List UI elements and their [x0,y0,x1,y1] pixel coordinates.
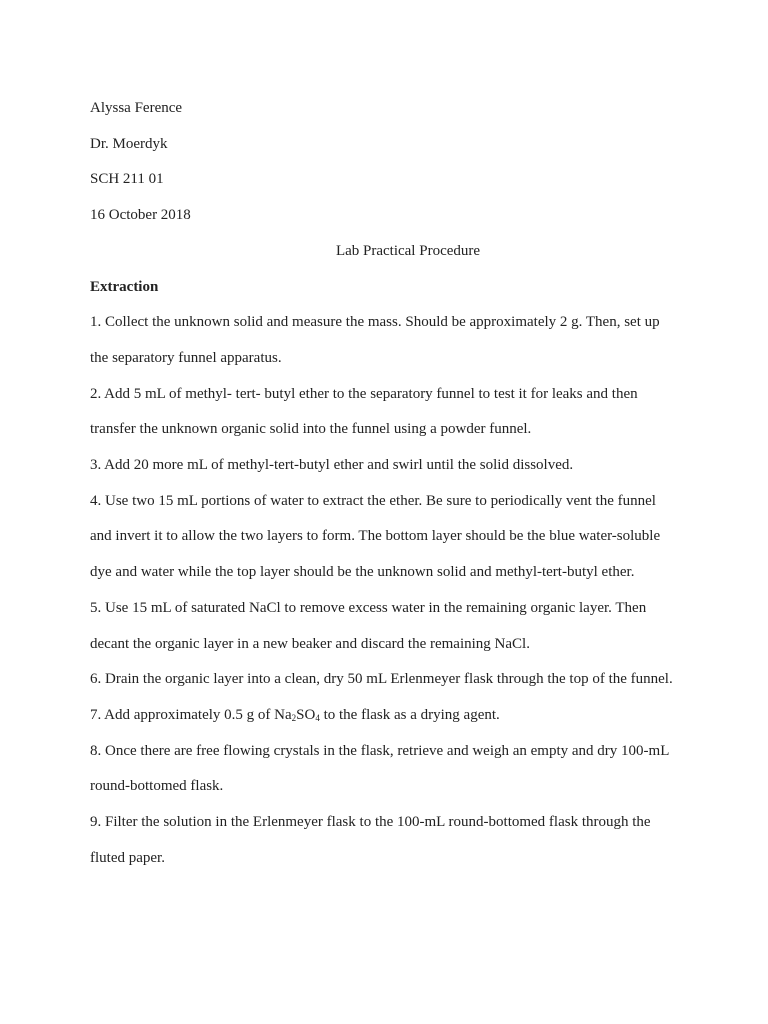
document-page [90,91,690,876]
step-7-suffix: to the flask as a drying agent. [319,706,500,723]
step-8 [90,734,690,805]
step-line: 8. Once there are free flowing crystals in the flask, retrieve and weigh an empty and dry 100-mL [90,742,670,759]
step-line: transfer the unknown organic solid into the funnel using a powder funnel. [90,421,532,438]
step-line: 1. Collect the unknown solid and measure the mass. Should be approximately 2 g. Then, set up [90,314,660,331]
step-9 [90,805,690,876]
step-7-formula-mid: SO [296,706,316,723]
step-line [90,698,690,734]
subscript-4: 4 [315,712,320,723]
step-line: 4. Use two 15 mL portions of water to extract the ether. Be sure to periodically vent the funnel [90,492,656,509]
step-line: the separatory funnel apparatus. [90,349,282,366]
step-2 [90,377,690,448]
step-line: 3. Add 20 more mL of methyl-tert-butyl ether and swirl until the solid dissolved. [90,457,574,474]
step-4 [90,484,690,591]
step-line: and invert it to allow the two layers to form. The bottom layer should be the blue water-soluble [90,528,661,545]
document-date: 16 October 2018 [90,207,191,224]
step-7 [90,698,690,734]
step-line: round-bottomed flask. [90,778,224,795]
step-line: decant the organic layer in a new beaker and discard the remaining NaCl. [90,635,530,652]
step-3 [90,448,690,484]
step-6 [90,662,690,698]
step-line: fluted paper. [90,849,165,866]
subscript-2: 2 [291,712,297,723]
course-code: SCH 211 01 [90,171,164,188]
author-name: Alyssa Ference [90,100,183,116]
step-1 [90,305,690,376]
step-line: 2. Add 5 mL of methyl- tert- butyl ether to the separatory funnel to test it for leaks and then [90,385,638,402]
step-5 [90,591,690,662]
step-line: 6. Drain the organic layer into a clean, dry 50 mL Erlenmeyer flask through the top of the funnel. [90,671,673,688]
step-line: dye and water while the top layer should be the unknown solid and methyl-tert-butyl ether. [90,564,635,581]
step-7-prefix: 7. Add approximately 0.5 g of Na [90,706,292,723]
instructor-name: Dr. Moerdyk [90,135,168,152]
step-line: 5. Use 15 mL of saturated NaCl to remove excess water in the remaining organic layer. Then [90,599,647,616]
step-line: 9. Filter the solution in the Erlenmeyer flask to the 100-mL round-bottomed flask through the [90,814,651,831]
section-heading: Extraction [90,278,159,295]
document-title: Lab Practical Procedure [335,242,481,259]
